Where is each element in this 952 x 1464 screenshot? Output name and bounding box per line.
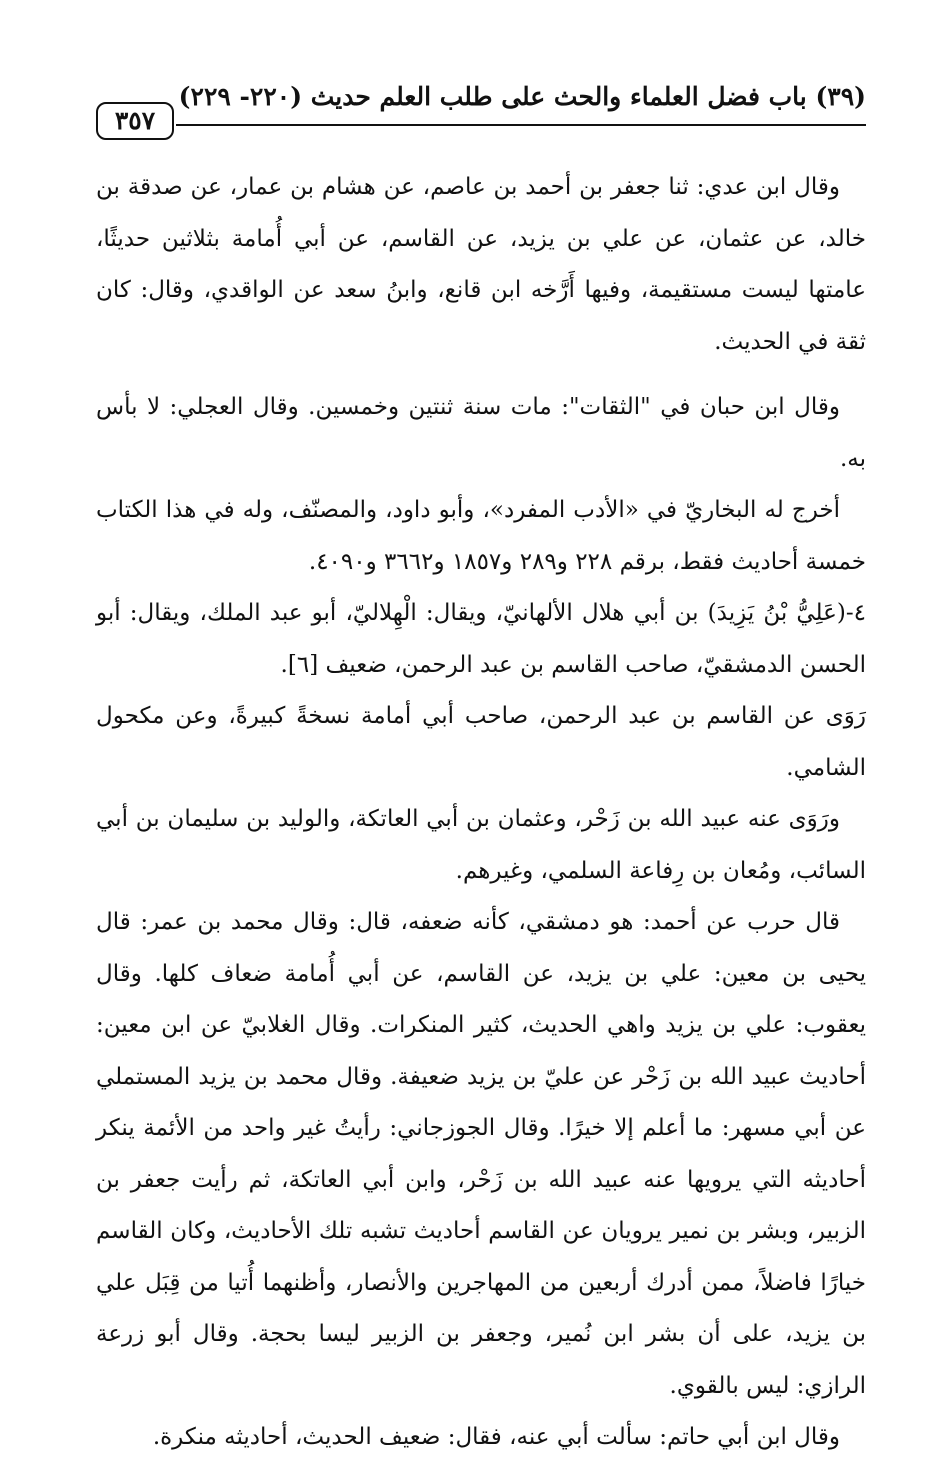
paragraph-criticism: قال حرب عن أحمد: هو دمشقي، كأنه ضعفه، قال: وقال محمد بن عمر: قال يحيى بن معين: علي بن يزيد، عن القاسم، عن أبي أُمامة ضعاف كلها. وقال يعقوب: علي بن يزيد واهي الحديث، كثير المنكرات. وقال الغلابيّ عن ابن معين: أحاديث عبيد الله بن زَحْر عن عليّ بن يزيد ضعيفة. وقال محمد بن يزيد المستملي عن أبي مسهر: ما أعلم إلا خيرًا. وقال الجوزجاني: رأيتُ غير واحد من الأئمة ينكر أحاديثه التي يرويها عنه عبيد الله بن زَحْر، وابن أبي العاتكة، ثم رأيت جعفر بن الزبير، وبشر بن نمير يرويان عن القاسم أحاديث تشبه تلك الأحاديث، وكان القاسم خيارًا فاضلاً، ممن أدرك أربعين من المهاجرين والأنصار، وأظنهما أُتيا من قِبَل علي بن يزيد، على أن بشر ابن نُمير، وجعفر بن الزبير ليسا بحجة. وقال أبو زرعة الرازي: ليس بالقوي. bbox=[96, 909, 866, 1399]
page-number-box bbox=[96, 102, 174, 140]
header-rule bbox=[176, 124, 866, 126]
paragraph-ibn-hibban: وقال ابن حبان في "الثقات": مات سنة ثنتين وخمسين. وقال العجلي: لا بأس به. bbox=[96, 394, 866, 472]
header-title: (٣٩) باب فضل العلماء والحث على طلب العلم حديث (٢٢٠- ٢٢٩) bbox=[178, 82, 866, 111]
paragraph-narrated-by: ورَوَى عنه عبيد الله بن زَحْر، وعثمان بن أبي العاتكة، والوليد بن سليمان بن أبي السائب، ومُعان بن رِفاعة السلمي، وغيرهم. bbox=[96, 806, 866, 884]
running-header bbox=[96, 72, 866, 134]
paragraph-narrator-heading: ٤-(عَلِيُّ بْنُ يَزِيدَ) بن أبي هلال الألهانيّ، ويقال: الْهِلاليّ، أبو عبد الملك، ويقال: أبو الحسن الدمشقيّ، صاحب القاسم بن عبد الرحمن، ضعيف [٦]. bbox=[96, 600, 866, 678]
body-text bbox=[96, 162, 866, 1464]
paragraph-takhrij: أخرج له البخاريّ في «الأدب المفرد»، وأبو داود، والمصنّف، وله في هذا الكتاب خمسة أحاديث فقط، برقم ٢٢٨ و٢٨٩ و١٨٥٧ و٣٦٦٢ و٤٠٩٠. bbox=[96, 497, 866, 575]
paragraph-narrated-from: رَوَى عن القاسم بن عبد الرحمن، صاحب أبي أمامة نسخةً كبيرةً، وعن مكحول الشامي. bbox=[96, 703, 866, 781]
page-number: ٣٥٧ bbox=[114, 106, 156, 135]
page bbox=[96, 72, 866, 1450]
paragraph-ibn-adi: وقال ابن عدي: ثنا جعفر بن أحمد بن عاصم، عن هشام بن عمار، عن صدقة بن خالد، عن عثمان، عن علي بن يزيد، عن القاسم، عن أبي أُمامة بثلاثين حديثًا، عامتها ليست مستقيمة، وفيها أَرَّخه ابن قانع، وابنُ سعد عن الواقدي، وقال: كان ثقة في الحديث. bbox=[96, 174, 866, 355]
paragraph-abu-hatim: وقال ابن أبي حاتم: سألت أبي عنه، فقال: ضعيف الحديث، أحاديثه منكرة. bbox=[152, 1424, 840, 1450]
